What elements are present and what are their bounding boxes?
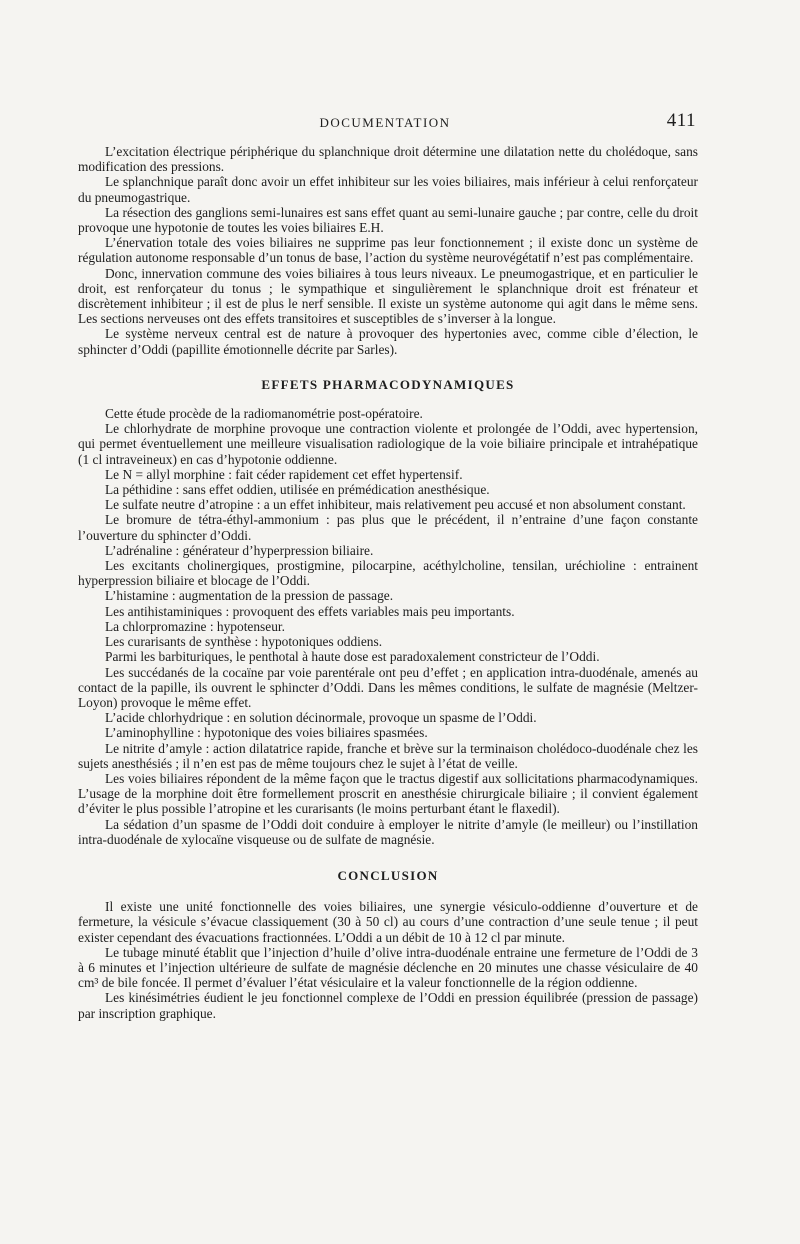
paragraph: Le splanchnique paraît donc avoir un effet inhibiteur sur les voies biliaires, mais inférieur à celui renforçateur du pneumogastrique. [78,174,698,205]
paragraph: L’excitation électrique périphérique du splanchnique droit détermine une dilatation nette du cholédoque, sans modification des pressions. [78,144,698,175]
paragraph: Les antihistaminiques : provoquent des effets variables mais peu importants. [105,603,515,619]
paragraph: Le nitrite d’amyle : action dilatatrice rapide, franche et brève sur la terminaison cholédoco-duodénale chez les sujets anesthésiés ; il n’en est pas de même toujours chez le sujet à l’état de veille. [78,740,698,771]
paragraph: Les curarisants de synthèse : hypotoniques oddiens. [105,634,383,650]
paragraph: L’histamine : augmentation de la pression de passage. [105,588,394,604]
paragraph: Les kinésimétries éudient le jeu fonctionnel complexe de l’Oddi en pression équilibrée (pression de passage) par inscription graphique. [78,990,698,1021]
paragraph: La sédation d’un spasme de l’Oddi doit conduire à employer le nitrite d’amyle (le meilleur) ou l’instillation intra-duodénale de xylocaïne visqueuse ou de sulfate de magnésie. [78,816,698,847]
paragraph: Parmi les barbituriques, le penthotal à haute dose est paradoxalement constricteur de l’Oddi. [105,649,600,665]
page-body [78,144,698,1021]
page-header [0,110,800,134]
paragraph: L’acide chlorhydrique : en solution décinormale, provoque un spasme de l’Oddi. [105,710,537,726]
paragraph: Les succédanés de la cocaïne par voie parentérale ont peu d’effet ; en application intra-duodénale, amenés au contact de la papille, ils ouvrent le sphincter d’Oddi. Dans les mêmes conditions, le sulfate de magnésie (Meltzer-Loyon) provoque le même effet. [78,664,698,710]
paragraph: Le sulfate neutre d’atropine : a un effet inhibiteur, mais relativement peu accusé et non absolument constant. [105,497,686,513]
paragraph: Le tubage minuté établit que l’injection d’huile d’olive intra-duodénale entraine une fermeture de l’Oddi de 3 à 6 minutes et l’injection ultérieure de sulfate de magnésie déclenche en 20 minutes une chasse vésiculaire de 40 cm³ de bile foncée. Il permet d’évaluer l’état vésiculaire et la valeur fonctionnelle de la région oddienne. [78,944,698,991]
section-heading-effets: EFFETS PHARMACODYNAMIQUES [261,376,515,392]
paragraph: Le bromure de tétra-éthyl-ammonium : pas plus que le précédent, il n’entraine d’une façon constante l’ouverture du sphincter d’Oddi. [78,512,698,543]
paragraph: La chlorpromazine : hypotenseur. [105,618,285,634]
paragraph: L’énervation totale des voies biliaires ne supprime pas leur fonctionnement ; il existe donc un système de régulation autonome responsable d’un tonus de base, l’action du système neurovégétatif n’est pas complémentaire. [78,235,698,266]
running-title: DOCUMENTATION [319,115,451,130]
paragraph: Le N = allyl morphine : fait céder rapidement cet effet hypertensif. [105,466,463,482]
paragraph: L’adrénaline : générateur d’hyperpression biliaire. [105,542,374,558]
conclusion-section [78,899,698,1021]
effets-section [78,406,698,847]
paragraph: Les excitants cholinergiques, prostigmine, pilocarpine, acéthylcholine, tensilan, uréchioline : entrainent hyperpression biliaire et blocage de l’Oddi. [78,558,698,589]
paragraph: La résection des ganglions semi-lunaires est sans effet quant au semi-lunaire gauche ; par contre, celle du droit provoque une hypotonie de toutes les voies biliaires E.H. [78,204,698,236]
paragraph: Les voies biliaires répondent de la même façon que le tractus digestif aux sollicitations pharmacodynamiques. L’usage de la morphine doit être formellement proscrit en anesthésie chirurgicale biliaire ; il convient également d’éviter le plus possible l’atropine et les curarisants (le moins perturbant étant le flaxedil). [78,770,698,817]
page-number: 411 [666,110,696,131]
paragraph: La péthidine : sans effet oddien, utilisée en prémédication anesthésique. [105,482,490,498]
paragraph: Le système nerveux central est de nature à provoquer des hypertonies avec, comme cible d’élection, le sphincter d’Oddi (papillite émotionnelle décrite par Sarles). [78,326,698,357]
section-heading-conclusion: CONCLUSION [337,867,439,883]
intro-section [78,144,698,357]
paragraph: L’aminophylline : hypotonique des voies biliaires spasmées. [105,725,428,741]
paragraph: Cette étude procède de la radiomanométrie post-opératoire. [105,406,423,422]
paragraph: Il existe une unité fonctionnelle des voies biliaires, une synergie vésiculo-oddienne d’ouverture et de fermeture, la vésicule s’évacue classiquement (30 à 50 cl) au cours d’une contraction d’une seule tenue ; il peut exister cependant des évacuations fractionnées. L’Oddi a un débit de 10 à 12 cl par minute. [78,899,698,945]
paragraph: Donc, innervation commune des voies biliaires à tous leurs niveaux. Le pneumogastrique, et en particulier le droit, est renforçateur du tonus ; le sympathique et singulièrement le splanchnique droit est frénateur et discrètement inhibiteur ; il est de plus le nerf sensible. Il existe un système autonome qui agit dans le même sens. Les sections nerveuses ont des effets transitoires et susceptibles de s’inverser à la longue. [78,265,698,327]
paragraph: Le chlorhydrate de morphine provoque une contraction violente et prolongée de l’Oddi, avec hypertension, qui permet éventuellement une meilleure visualisation radiologique de la voie biliaire principale et intrahépatique (1 cl intraveineux) en cas d’hypotonie oddienne. [78,421,698,467]
